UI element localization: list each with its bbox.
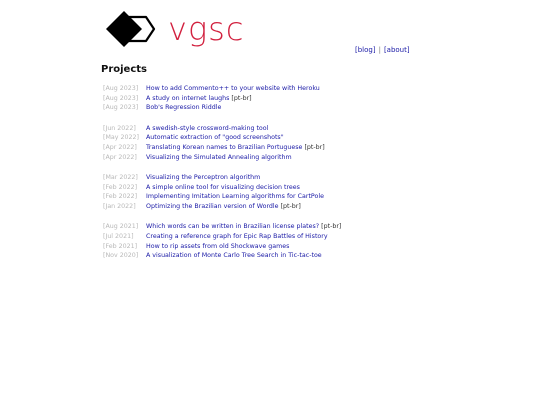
entry-date: [Apr 2022]: [103, 144, 137, 152]
entry-link[interactable]: Which words can be written in Brazilian license plates?: [146, 223, 320, 231]
language-tag: [pt-br]: [231, 94, 252, 102]
project-group: [103, 84, 423, 113]
project-entry: [103, 94, 423, 104]
entry-date: [May 2022]: [103, 134, 139, 142]
entry-link[interactable]: Creating a reference graph for Epic Rap Battles of History: [146, 232, 328, 240]
language-tag: [pt-br]: [321, 223, 342, 231]
project-group: [103, 173, 423, 212]
entry-link[interactable]: Visualizing the Simulated Annealing algorithm: [146, 153, 292, 161]
entry-date: [Feb 2022]: [103, 183, 138, 191]
entry-date: [Aug 2023]: [103, 104, 139, 112]
project-entry: [103, 222, 423, 232]
entry-date: [Jul 2021]: [103, 232, 134, 240]
project-entry: [103, 192, 423, 202]
project-list: [103, 84, 423, 272]
entry-link[interactable]: A swedish-style crossword-making tool: [146, 124, 269, 132]
project-entry: [103, 173, 423, 183]
entry-date: [Aug 2021]: [103, 223, 139, 231]
project-entry: [103, 202, 423, 212]
project-entry: [103, 124, 423, 134]
entry-date: [Feb 2021]: [103, 242, 138, 250]
project-entry: [103, 153, 423, 163]
nav-about-link[interactable]: [about]: [383, 46, 410, 54]
entry-link[interactable]: Bob's Regression Riddle: [146, 104, 222, 112]
project-entry: [103, 183, 423, 193]
top-nav: [355, 46, 410, 54]
project-entry: [103, 84, 423, 94]
project-group: [103, 124, 423, 163]
language-tag: [pt-br]: [280, 203, 301, 211]
project-entry: [103, 242, 423, 252]
entry-link[interactable]: A study on internet laughs: [146, 94, 230, 102]
logo-mark-icon: [106, 11, 156, 47]
entry-date: [Apr 2022]: [103, 153, 137, 161]
entry-link[interactable]: Visualizing the Perceptron algorithm: [146, 173, 261, 181]
entry-link[interactable]: A simple online tool for visualizing decision trees: [146, 183, 300, 191]
entry-link[interactable]: Implementing Imitation Learning algorithms for CartPole: [146, 193, 324, 201]
project-entry: [103, 103, 423, 113]
project-entry: [103, 251, 423, 261]
entry-date: [Feb 2022]: [103, 193, 138, 201]
entry-date: [Aug 2023]: [103, 94, 139, 102]
nav-blog-link[interactable]: [blog]: [355, 46, 376, 54]
project-group: [103, 222, 423, 261]
entry-link[interactable]: How to add Commento++ to your website with Heroku: [146, 85, 320, 92]
entry-link[interactable]: Automatic extraction of "good screenshots": [146, 134, 284, 142]
entry-link[interactable]: A visualization of Monte Carlo Tree Search in Tic-tac-toe: [146, 252, 322, 260]
entry-date: [Mar 2022]: [103, 173, 138, 181]
project-entry: [103, 133, 423, 143]
entry-date: [Nov 2020]: [103, 252, 139, 260]
entry-date: [Jan 2022]: [103, 203, 136, 211]
nav-separator: |: [378, 46, 381, 54]
language-tag: [pt-br]: [304, 144, 325, 152]
project-entry: [103, 143, 423, 153]
site-name: vgsc: [168, 10, 245, 48]
entry-link[interactable]: How to rip assets from old Shockwave games: [146, 242, 290, 250]
entry-link[interactable]: Optimizing the Brazilian version of Wordle: [146, 203, 279, 211]
site-logo[interactable]: [106, 10, 244, 48]
page-title: Projects: [101, 64, 148, 75]
entry-date: [Aug 2023]: [103, 85, 139, 92]
entry-link[interactable]: Translating Korean names to Brazilian Portuguese: [146, 144, 303, 152]
project-entry: [103, 232, 423, 242]
entry-date: [Jun 2022]: [103, 124, 136, 132]
